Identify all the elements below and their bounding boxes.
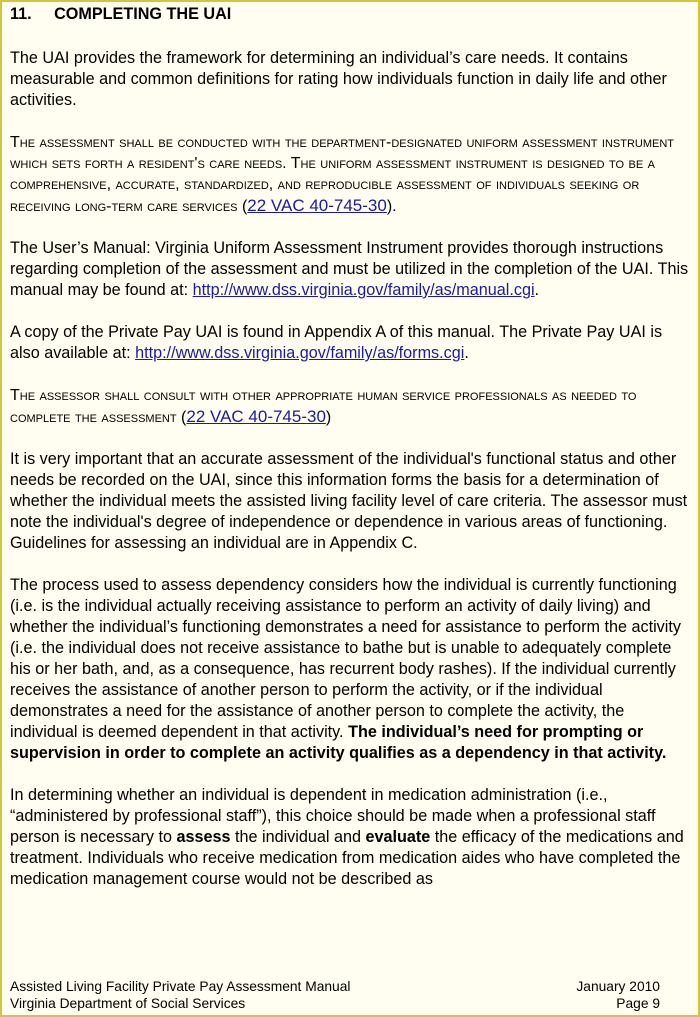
section-heading	[10, 4, 692, 25]
paragraph-intro: The UAI provides the framework for determining an individual’s care needs. It contains measurable and common definitions for rating how individuals function in daily life and other activities.	[10, 49, 667, 109]
evaluate-emphasis: evaluate	[365, 828, 431, 846]
footer-date: January 2010	[576, 979, 660, 994]
assess-emphasis: assess	[176, 828, 231, 846]
dependency-emphasis: The individual’s need for prompting or supervision in order to complete an activity qualifies as a dependency in that activity.	[10, 723, 667, 762]
paragraph-regulation-1: The assessment shall be conducted with the department-designated uniform assessment instrument which sets forth a resident's care needs. The uniform assessment instrument is designed to be a comprehensive, accurate, standardized, and reproducible assessment of individuals seeking or receiving long-term care services (22 VAC 40-745-30).	[10, 134, 675, 215]
manual-link[interactable]: http://www.dss.virginia.gov/family/as/manual.cgi	[192, 281, 535, 299]
footer-department: Virginia Department of Social Services	[10, 996, 246, 1011]
page-footer	[10, 978, 660, 1012]
paragraph-medication: In determining whether an individual is dependent in medication administration (i.e., “administered by professional staff”), this choice should be made when a professional staff person is necessary to assess the individual and evaluate the efficacy of the medications and treatment. Individuals who receive medication from medication aides who have completed the medication management course would not be described as	[10, 786, 684, 888]
forms-link[interactable]: http://www.dss.virginia.gov/family/as/forms.cgi	[135, 344, 465, 362]
paragraph-regulation-2: The assessor shall consult with other appropriate human service professionals as needed to complete the assessment (22 VAC 40-745-30)	[10, 387, 637, 426]
paragraph-accurate-assessment: It is very important that an accurate assessment of the individual's functional status and other needs be recorded on the UAI, since this information forms the basis for a determination of whether the individual meets the assisted living facility level of care criteria. The assessor must note the individual's degree of independence or dependence in various areas of functioning. Guidelines for assessing an individual are in Appendix C.	[10, 450, 688, 552]
section-title: COMPLETING THE UAI	[54, 5, 232, 23]
paragraph-users-manual: The User’s Manual: Virginia Uniform Assessment Instrument provides thorough instructions regarding completion of the assessment and must be utilized in the completion of the UAI. This manual may be found at: http://www.dss.virginia.gov/family/as/manual.cgi.	[10, 239, 689, 299]
regulation-link-1[interactable]: 22 VAC 40-745-30	[247, 196, 387, 215]
regulation-link-2[interactable]: 22 VAC 40-745-30	[186, 407, 326, 426]
section-number: 11.	[10, 5, 32, 23]
paragraph-private-pay-uai: A copy of the Private Pay UAI is found in Appendix A of this manual. The Private Pay UAI is also available at: http://www.dss.virginia.gov/family/as/forms.cgi.	[10, 323, 663, 362]
footer-manual-title: Assisted Living Facility Private Pay Assessment Manual	[10, 979, 351, 994]
footer-page-number: Page 9	[616, 996, 660, 1011]
paragraph-dependency-process: The process used to assess dependency considers how the individual is currently functioning (i.e. is the individual actually receiving assistance to perform an activity of daily living) and whether the individual’s functioning demonstrates a need for assistance to perform the activity (i.e. the individual does not receive assistance to bathe but is unable to adequately complete his or her bath, and, as a consequence, has recurrent body rashes). If the individual currently receives the assistance of another person to perform the activity, or if the individual demonstrates a need for the assistance of another person to complete the activity, the individual is deemed dependent in that activity. The individual’s need for prompting or supervision in order to complete an activity qualifies as a dependency in that activity.	[10, 576, 681, 762]
